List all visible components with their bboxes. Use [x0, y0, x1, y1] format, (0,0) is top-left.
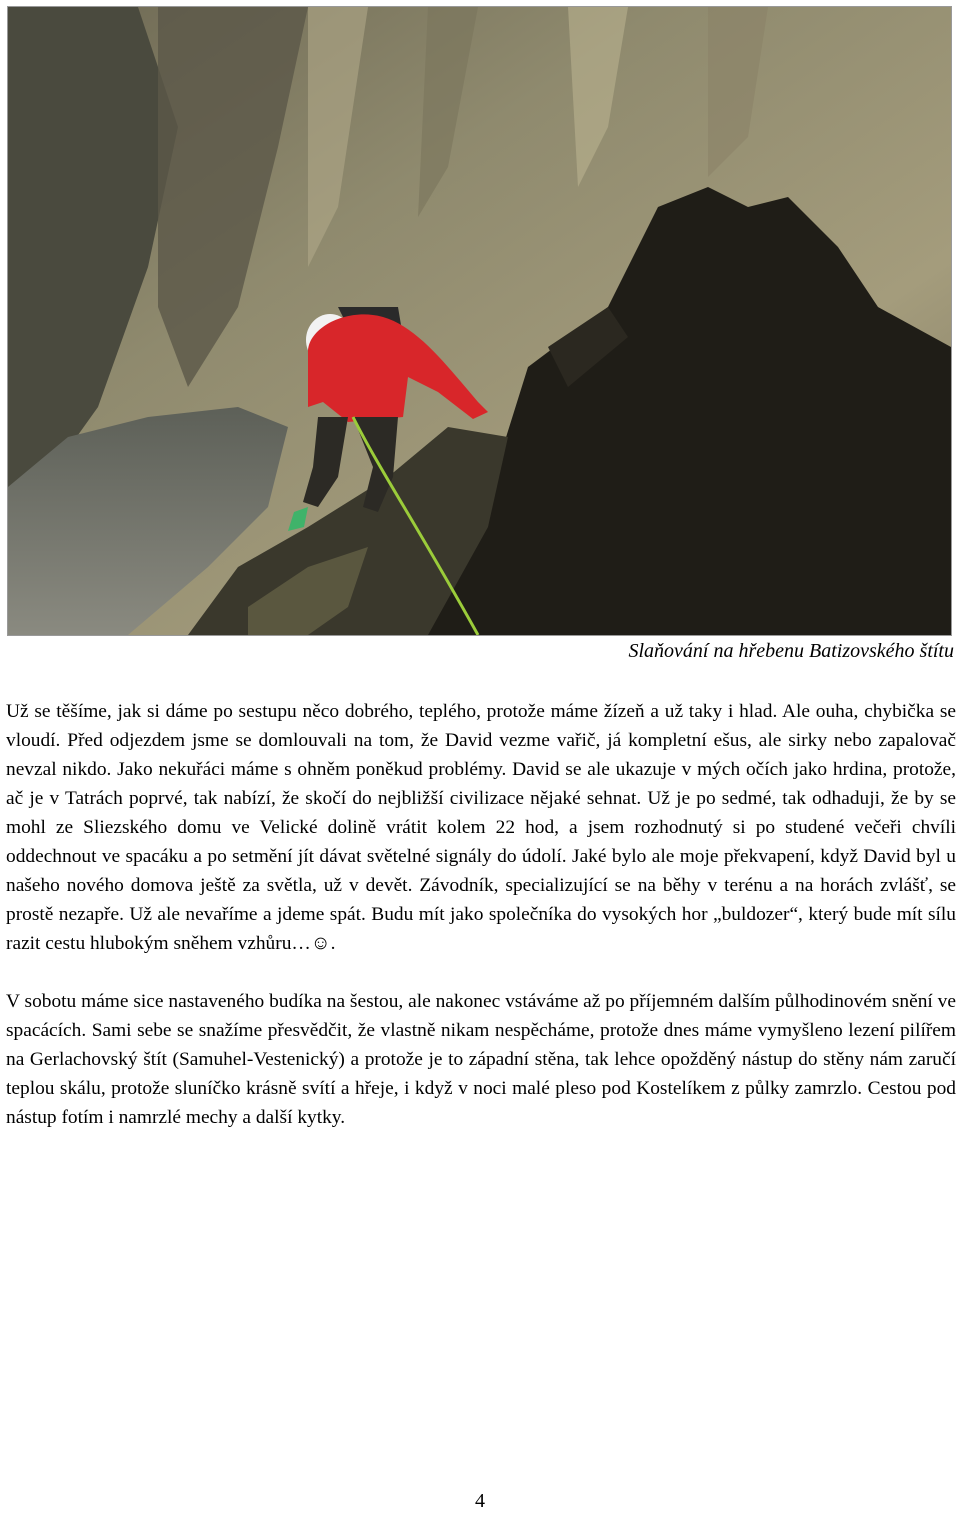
paragraph-1: Už se těšíme, jak si dáme po sestupu něco dobrého, teplého, protože máme žízeň a už taky i hlad. Ale ouha, chybička se vloudí. Před odjezdem jsme se domlouvali na tom, že David vezme vařič, já kompletní ešus, ale sirky nebo zapalovač nevzal nikdo. Jako nekuřáci máme s ohněm poněkud problémy. David se ale ukazuje v mých očích jako hrdina, protože, ač je v Tatrách poprvé, tak nabízí, že skočí do nejbližší civilizace nějaké sehnat. Už je po sedmé, tak odhaduji, že by se mohl ze Sliezského domu ve Velické dolině vrátit kolem 22 hod, a jsem rozhodnutý si po studené večeři chvíli oddechnout ve spacáku a po setmění jít dávat světelné signály do údolí. Jaké bylo ale moje překvapení, když David byl u našeho nového domova ještě za světla, už v devět. Závodník, specializující se na běhy v terénu a na horách zvlášť, se prostě nezapře. Už ale nevaříme a jdeme spát. Budu mít jako společníka do vysokých hor „buldozer“, který bude mít sílu razit cestu hlubokým sněhem vzhůru…☺. [6, 701, 956, 954]
figure-caption: Slaňování na hřebenu Batizovského štítu [628, 640, 954, 662]
climbing-photo [7, 6, 952, 636]
article-body [6, 697, 956, 1161]
paragraph-2: V sobotu máme sice nastaveného budíka na šestou, ale nakonec vstáváme až po příjemném dalším půlhodinovém snění ve spacácích. Sami sebe se snažíme přesvědčit, že vlastně nikam nespěcháme, protože dnes máme vymyšleno lezení pilířem na Gerlachovský štít (Samuhel-Vestenický) a protože je to západní stěna, tak lehce opožděný nástup do stěny nám zaručí teplou skálu, protože sluníčko krásně svítí a hřeje, i když v noci malé pleso pod Kostelíkem z půlky zamrzlo. Cestou pod nástup fotím i namrzlé mechy a další kytky. [6, 991, 956, 1128]
climber-on-ridge-image [8, 7, 951, 635]
page-number: 4 [475, 1490, 485, 1512]
